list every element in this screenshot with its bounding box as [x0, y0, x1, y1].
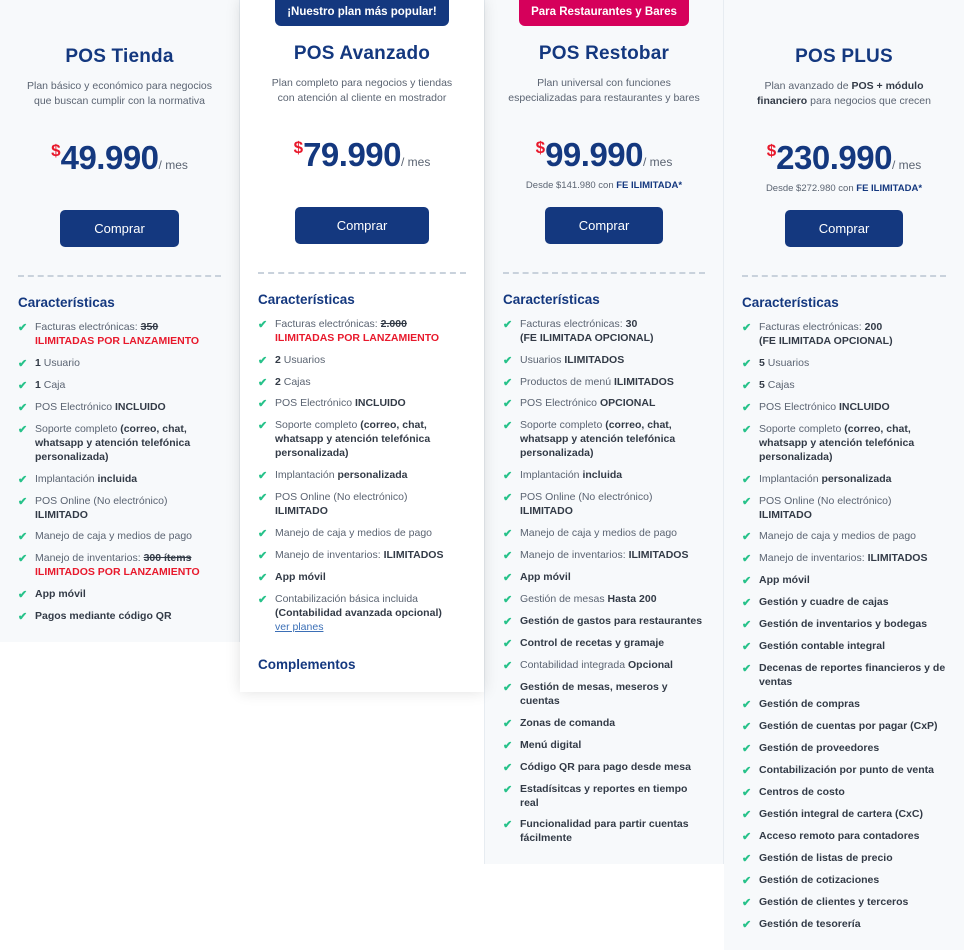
features-list	[258, 318, 466, 635]
feature-label: 1 Usuario	[35, 356, 80, 369]
price-note: Desde $272.980 con FE ILIMITADA*	[765, 183, 923, 194]
buy-button-wrap	[258, 207, 466, 244]
feature-label: Manejo de inventarios: ILIMITADOS	[519, 549, 689, 562]
section-divider	[503, 272, 705, 274]
price-period: / mes	[643, 154, 673, 169]
feature-item	[503, 354, 705, 368]
feature-item	[503, 527, 705, 541]
price-amount: 99.990	[545, 135, 644, 173]
feature-label: POS Online (No electrónico) ILIMITADO	[759, 494, 892, 521]
feature-label: Facturas electrónicas: 30 (FE ILIMITADA OPCIONAL)	[519, 317, 654, 344]
plan-card-pos-avanzado	[240, 0, 484, 692]
check-icon: ✔	[502, 492, 513, 505]
feature-label: Gestión de inventarios y bodegas	[759, 618, 928, 631]
feature-item	[742, 640, 946, 654]
ribbon-placeholder	[742, 0, 946, 29]
feature-label: Manejo de inventarios: 300 ítems ILIMITADOS POR LANZAMIENTO	[35, 552, 200, 579]
check-icon: ✔	[258, 376, 268, 389]
feature-label: Zonas de comanda	[519, 716, 616, 729]
feature-label: App móvil	[759, 574, 810, 587]
buy-button-wrap	[18, 210, 221, 247]
feature-item	[18, 495, 221, 523]
check-icon: ✔	[502, 470, 513, 483]
price-note	[258, 180, 466, 193]
complements-heading: Complementos	[258, 656, 356, 672]
check-icon: ✔	[18, 322, 28, 334]
check-icon: ✔	[742, 918, 752, 931]
check-icon: ✔	[742, 896, 752, 909]
check-icon: ✔	[742, 322, 752, 334]
feature-item	[742, 830, 946, 844]
check-icon: ✔	[502, 783, 513, 796]
feature-label: Implantación incluida	[35, 472, 138, 485]
check-icon: ✔	[742, 531, 752, 544]
feature-item	[742, 552, 946, 566]
price-period: / mes	[158, 158, 188, 172]
feature-item	[503, 659, 705, 673]
feature-item	[742, 720, 946, 734]
check-icon: ✔	[742, 619, 752, 632]
plan-description: Plan universal con funciones especializadas para restaurantes y bares	[508, 76, 700, 104]
feature-label: Manejo de inventarios: ILIMITADOS	[759, 552, 928, 565]
plan-title: POS Tienda	[65, 46, 174, 67]
plan-description: Plan completo para negocios y tiendas con atención al cliente en mostrador	[271, 76, 453, 104]
feature-label: Usuarios ILIMITADOS	[519, 353, 625, 366]
feature-label: Gestión de cotizaciones	[759, 873, 880, 886]
section-divider	[258, 272, 466, 274]
feature-label: Manejo de caja y medios de pago	[275, 527, 433, 540]
feature-item	[503, 469, 705, 483]
currency-symbol: $	[293, 137, 304, 157]
check-icon: ✔	[742, 473, 752, 486]
check-icon: ✔	[18, 379, 28, 392]
check-icon: ✔	[258, 572, 268, 585]
feature-item	[18, 321, 221, 349]
feature-label: Soporte completo (correo, chat, whatsapp y atención telefónica personalizada)	[519, 419, 676, 460]
plan-card-pos-restobar	[484, 0, 724, 864]
check-icon: ✔	[502, 318, 513, 331]
check-icon: ✔	[18, 357, 28, 370]
features-title: Características	[258, 291, 355, 307]
feature-item	[258, 397, 466, 411]
check-icon: ✔	[502, 550, 513, 563]
feature-item	[742, 321, 946, 349]
feature-item	[742, 401, 946, 415]
plan-title: POS Avanzado	[293, 42, 431, 64]
check-icon: ✔	[258, 470, 268, 483]
feature-label: Contabilidad integrada Opcional	[519, 658, 673, 671]
feature-item	[742, 742, 946, 756]
plan-price	[18, 139, 221, 177]
feature-label: Manejo de caja y medios de pago	[519, 527, 678, 540]
check-icon: ✔	[742, 641, 752, 654]
check-icon: ✔	[502, 739, 513, 752]
check-icon: ✔	[258, 550, 268, 563]
feature-item	[742, 852, 946, 866]
plan-description: Plan básico y económico para negocios que buscan cumplir con la normativa	[26, 80, 213, 108]
check-icon: ✔	[502, 398, 513, 411]
feature-item	[18, 588, 221, 602]
feature-label: Manejo de caja y medios de pago	[35, 530, 193, 543]
plan-price	[258, 136, 466, 174]
feature-item	[742, 786, 946, 800]
check-icon: ✔	[502, 761, 513, 774]
feature-item	[503, 593, 705, 607]
check-icon: ✔	[502, 376, 513, 389]
section-divider	[18, 275, 221, 277]
check-icon: ✔	[502, 615, 513, 628]
features-title: Características	[502, 291, 600, 307]
feature-label: Acceso remoto para contadores	[759, 829, 920, 842]
check-icon: ✔	[258, 593, 268, 606]
feature-item	[742, 662, 946, 690]
feature-label: Gestión de gastos para restaurantes	[519, 614, 703, 627]
check-icon: ✔	[502, 681, 513, 694]
feature-label: Estadísitcas y reportes en tiempo real	[519, 782, 688, 809]
feature-item	[503, 783, 705, 811]
feature-item	[742, 808, 946, 822]
feature-item	[742, 423, 946, 465]
feature-item	[503, 397, 705, 411]
check-icon: ✔	[258, 318, 268, 331]
price-note	[18, 183, 221, 196]
check-icon: ✔	[258, 528, 268, 541]
check-icon: ✔	[742, 830, 752, 843]
feature-item	[258, 549, 466, 563]
check-icon: ✔	[18, 531, 28, 544]
currency-symbol: $	[51, 141, 61, 160]
features-title: Características	[18, 295, 115, 310]
feature-item	[742, 896, 946, 910]
feature-item	[18, 423, 221, 465]
feature-label: 2 Usuarios	[275, 353, 326, 366]
check-icon: ✔	[742, 423, 752, 436]
check-icon: ✔	[18, 611, 28, 624]
feature-item	[742, 764, 946, 778]
feature-item	[18, 357, 221, 371]
feature-label: Gestión integral de cartera (CxC)	[759, 807, 923, 820]
section-divider	[742, 275, 946, 277]
feature-label: App móvil	[519, 571, 571, 584]
feature-item	[742, 874, 946, 888]
feature-label: POS Online (No electrónico) ILIMITADO	[275, 491, 408, 518]
check-icon: ✔	[18, 423, 28, 436]
feature-label: Manejo de caja y medios de pago	[759, 530, 917, 543]
check-icon: ✔	[502, 354, 513, 367]
check-icon: ✔	[18, 495, 28, 508]
feature-label: Centros de costo	[759, 785, 845, 798]
feature-label: Funcionalidad para partir cuentas fácilmente	[519, 818, 689, 845]
plan-price	[742, 139, 946, 177]
feature-item	[742, 379, 946, 393]
feature-label: Implantación personalizada	[275, 469, 408, 482]
feature-item	[18, 401, 221, 415]
feature-label: Productos de menú ILIMITADOS	[519, 375, 674, 388]
check-icon: ✔	[742, 721, 752, 734]
plan-title: POS Restobar	[538, 42, 670, 64]
feature-label: Implantación personalizada	[759, 472, 892, 485]
feature-item	[258, 318, 466, 346]
check-icon: ✔	[502, 717, 513, 730]
feature-label: Contabilización básica incluida (Contabilidad avanzada opcional) ver planes	[275, 592, 442, 633]
feature-item	[742, 473, 946, 487]
check-icon: ✔	[742, 786, 752, 799]
feature-item	[258, 571, 466, 585]
feature-item	[742, 698, 946, 712]
feature-label: Gestión de proveedores	[759, 742, 880, 755]
price-period: / mes	[401, 154, 431, 169]
check-icon: ✔	[742, 764, 752, 777]
feature-item	[503, 637, 705, 651]
check-icon: ✔	[18, 473, 28, 486]
check-icon: ✔	[742, 379, 752, 392]
feature-label: Gestión de cuentas por pagar (CxP)	[759, 720, 938, 733]
feature-item	[258, 593, 466, 635]
feature-item	[18, 473, 221, 487]
plan-title: POS PLUS	[795, 46, 893, 67]
plan-card-pos-tienda	[0, 0, 240, 642]
buy-button[interactable]: Comprar	[785, 210, 904, 247]
plan-ribbon: ¡Nuestro plan más popular!	[275, 0, 449, 26]
feature-item	[503, 717, 705, 731]
check-icon: ✔	[742, 357, 752, 370]
price-period: / mes	[891, 158, 922, 172]
feature-item	[742, 618, 946, 632]
check-icon: ✔	[258, 492, 268, 505]
check-icon: ✔	[742, 852, 752, 865]
currency-symbol: $	[766, 141, 777, 160]
feature-item	[503, 615, 705, 629]
ribbon-placeholder	[18, 0, 221, 29]
feature-label: App móvil	[35, 588, 86, 601]
feature-label: Contabilización por punto de venta	[759, 763, 935, 776]
feature-label: 5 Cajas	[759, 378, 795, 391]
plan-ribbon: Para Restaurantes y Bares	[519, 0, 689, 26]
feature-label: Facturas electrónicas: 350 ILIMITADAS POR LANZAMIENTO	[35, 321, 200, 347]
feature-label: Pagos mediante código QR	[35, 610, 172, 623]
check-icon: ✔	[742, 699, 752, 712]
feature-label: Control de recetas y gramaje	[519, 636, 665, 649]
feature-label: POS Electrónico OPCIONAL	[519, 397, 656, 410]
check-icon: ✔	[502, 637, 513, 650]
feature-item	[258, 376, 466, 390]
feature-item	[503, 419, 705, 461]
feature-item	[503, 761, 705, 775]
feature-label: Manejo de inventarios: ILIMITADOS	[275, 549, 444, 562]
feature-item	[258, 419, 466, 461]
feature-label: Soporte completo (correo, chat, whatsapp y atención telefónica personalizada)	[35, 422, 191, 463]
feature-label: Decenas de reportes financieros y de ventas	[759, 662, 946, 689]
buy-button[interactable]: Comprar	[60, 210, 179, 247]
feature-label: Menú digital	[519, 738, 582, 751]
feature-item	[742, 495, 946, 523]
feature-item	[18, 530, 221, 544]
check-icon: ✔	[502, 819, 513, 832]
feature-item	[503, 818, 705, 846]
feature-label: Gestión de mesas, meseros y cuentas	[519, 680, 668, 707]
buy-button[interactable]: Comprar	[295, 207, 430, 244]
feature-label: Gestión contable integral	[759, 640, 886, 653]
check-icon: ✔	[742, 743, 752, 756]
feature-label: POS Online (No electrónico) ILIMITADO	[519, 491, 653, 518]
feature-label: Facturas electrónicas: 2.000 ILIMITADAS POR LANZAMIENTO	[275, 317, 440, 344]
feature-item	[742, 574, 946, 588]
currency-symbol: $	[535, 137, 546, 157]
check-icon: ✔	[742, 575, 752, 588]
feature-label: POS Electrónico INCLUIDO	[275, 397, 406, 410]
feature-label: POS Online (No electrónico) ILIMITADO	[35, 494, 168, 521]
feature-label: POS Electrónico INCLUIDO	[35, 400, 166, 413]
check-icon: ✔	[18, 589, 28, 602]
feature-item	[742, 530, 946, 544]
check-icon: ✔	[258, 420, 268, 433]
feature-item	[258, 491, 466, 519]
feature-label: Gestión y cuadre de cajas	[759, 596, 889, 609]
features-title: Características	[742, 295, 839, 310]
feature-item	[503, 739, 705, 753]
features-list	[503, 318, 705, 847]
feature-label: App móvil	[275, 571, 326, 584]
check-icon: ✔	[742, 553, 752, 566]
feature-item	[503, 549, 705, 563]
feature-item	[18, 552, 221, 580]
feature-item	[503, 318, 705, 346]
check-icon: ✔	[258, 354, 268, 367]
check-icon: ✔	[502, 572, 513, 585]
feature-label: Gestión de clientes y terceros	[759, 895, 909, 908]
feature-label: Implantación incluida	[519, 469, 623, 482]
price-amount: 230.990	[776, 139, 892, 176]
check-icon: ✔	[742, 401, 752, 414]
feature-item	[18, 610, 221, 624]
check-icon: ✔	[502, 528, 513, 541]
check-icon: ✔	[18, 553, 28, 566]
feature-label: 2 Cajas	[275, 375, 311, 388]
feature-item	[258, 527, 466, 541]
plan-description: Plan avanzado de POS + módulo financiero para negocios que crecen	[757, 80, 931, 108]
feature-label: Gestión de listas de precio	[759, 851, 893, 864]
check-icon: ✔	[742, 663, 752, 676]
check-icon: ✔	[742, 808, 752, 821]
check-icon: ✔	[742, 597, 752, 610]
feature-item	[742, 596, 946, 610]
plan-price	[503, 136, 705, 174]
feature-item	[18, 379, 221, 393]
feature-item	[742, 918, 946, 932]
buy-button[interactable]: Comprar	[545, 207, 664, 244]
buy-button-wrap	[503, 207, 705, 244]
check-icon: ✔	[502, 659, 513, 672]
feature-label: 5 Usuarios	[759, 356, 810, 369]
feature-item	[503, 681, 705, 709]
feature-label: Gestión de tesorería	[759, 917, 861, 930]
price-amount: 49.990	[60, 139, 159, 176]
feature-label: Código QR para pago desde mesa	[519, 760, 691, 773]
feature-item	[258, 354, 466, 368]
feature-label: Gestión de mesas Hasta 200	[519, 592, 657, 605]
check-icon: ✔	[742, 495, 752, 508]
feature-label: Gestión de compras	[759, 698, 860, 711]
plan-card-pos-plus	[724, 0, 964, 950]
price-amount: 79.990	[303, 135, 402, 173]
feature-item	[258, 469, 466, 483]
feature-item	[742, 357, 946, 371]
check-icon: ✔	[502, 593, 513, 606]
check-icon: ✔	[502, 420, 513, 433]
buy-button-wrap	[742, 210, 946, 247]
check-icon: ✔	[18, 401, 28, 414]
price-note: Desde $141.980 con FE ILIMITADA*	[525, 179, 683, 191]
features-list	[18, 321, 221, 624]
feature-label: POS Electrónico INCLUIDO	[759, 400, 890, 413]
feature-label: Soporte completo (correo, chat, whatsapp y atención telefónica personalizada)	[759, 422, 915, 463]
check-icon: ✔	[742, 874, 752, 887]
features-list	[742, 321, 946, 932]
feature-item	[503, 571, 705, 585]
feature-label: 1 Caja	[35, 378, 66, 391]
feature-label: Facturas electrónicas: 200 (FE ILIMITADA OPCIONAL)	[759, 321, 893, 347]
feature-label: Soporte completo (correo, chat, whatsapp y atención telefónica personalizada)	[275, 419, 431, 460]
feature-item	[503, 376, 705, 390]
check-icon: ✔	[258, 398, 268, 411]
feature-item	[503, 491, 705, 519]
